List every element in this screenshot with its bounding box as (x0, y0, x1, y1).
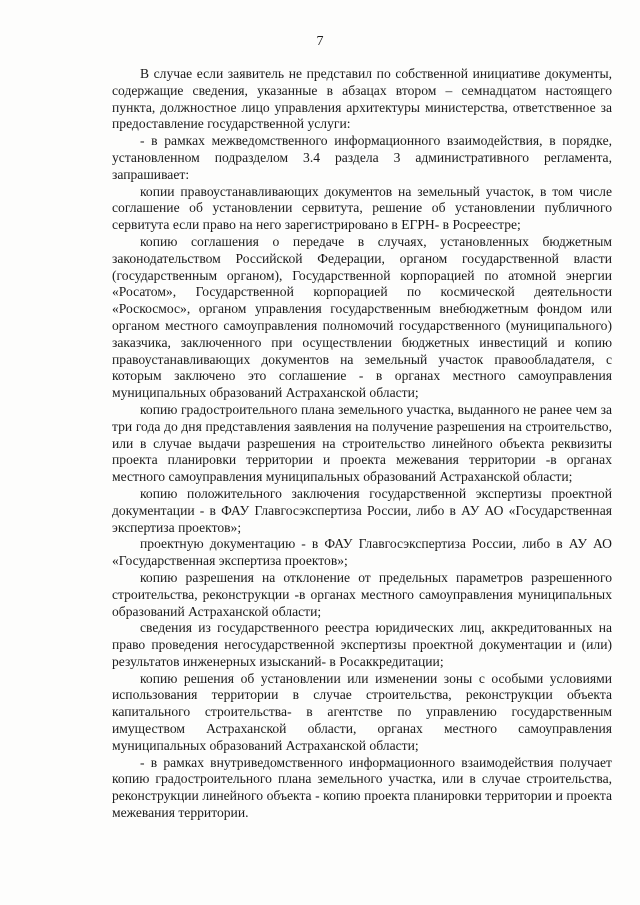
paragraph: проектную документацию - в ФАУ Главгосэкспертиза России, либо в АУ АО «Государственная экспертиза проектов»; (112, 536, 612, 569)
paragraph: сведения из государственного реестра юридических лиц, аккредитованных на право проведения негосударственной экспертизы проектной документации и (или) результатов инженерных изысканий- в Росаккредитации; (112, 620, 612, 669)
paragraph: копию градостроительного плана земельного участка, выданного не ранее чем за три года до дня представления заявления на получение разрешения на строительство, или в случае выдачи разрешения на строительство линейного объекта реквизиты проекта планировки территории и проекта межевания территории -в органах местного самоуправления муниципальных образований Астраханской области; (112, 401, 612, 485)
paragraph: копии правоустанавливающих документов на земельный участок, в том числе соглашение об установлении сервитута, решение об установлении публичного сервитута если право на него зарегистрировано в ЕГРН- в Росреестре; (112, 183, 612, 233)
paragraph: копию разрешения на отклонение от предельных параметров разрешенного строительства, реконструкции -в органах местного самоуправления муниципальных образований Астраханской области; (112, 569, 612, 619)
paragraph: - в рамках межведомственного информационного взаимодействия, в порядке, установленном подразделом 3.4 раздела 3 административного регламента, запрашивает: (112, 133, 612, 182)
paragraph: копию соглашения о передаче в случаях, установленных бюджетным законодательством Российской Федерации, органом государственной власти (государственным органом), Государственной корпорацией по атомной энергии «Росатом», Государственной корпорацией по космической деятельности «Роскосмос», органом управления государственным внебюджетным фондом или органом местного самоуправления полномочий государственного (муниципального) заказчика, заключенного при осуществлении бюджетных инвестиций и копию правоустанавливающих документов на земельный участок правообладателя, с которым заключено это соглашение - в органах местного самоуправления муниципальных образований Астраханской области; (112, 233, 612, 401)
page-number: 7 (316, 34, 324, 49)
paragraph: копию решения об установлении или изменении зоны с особыми условиями использования территории в случае строительства, реконструкции объекта капитального строительства- в агентстве по управлению государственным имуществом Астраханской области, органах местного самоуправления муниципальных образований Астраханской области; (112, 670, 612, 753)
document-body (112, 66, 612, 822)
paragraph: - в рамках внутриведомственного информационного взаимодействия получает копию градостроительного плана земельного участка, или в случае строительства, реконструкции линейного объекта - копию проекта планировки территории и проекта межевания территории. (112, 754, 612, 821)
paragraph: В случае если заявитель не представил по собственной инициативе документы, содержащие сведения, указанные в абзацах втором – семнадцатом настоящего пункта, должностное лицо управления архитектуры министерства, ответственное за предоставление государственной услуги: (112, 66, 612, 132)
paragraph: копию положительного заключения государственной экспертизы проектной документации - в ФАУ Главгосэкспертиза России, либо в АУ АО «Государственная экспертиза проектов»; (112, 485, 612, 535)
